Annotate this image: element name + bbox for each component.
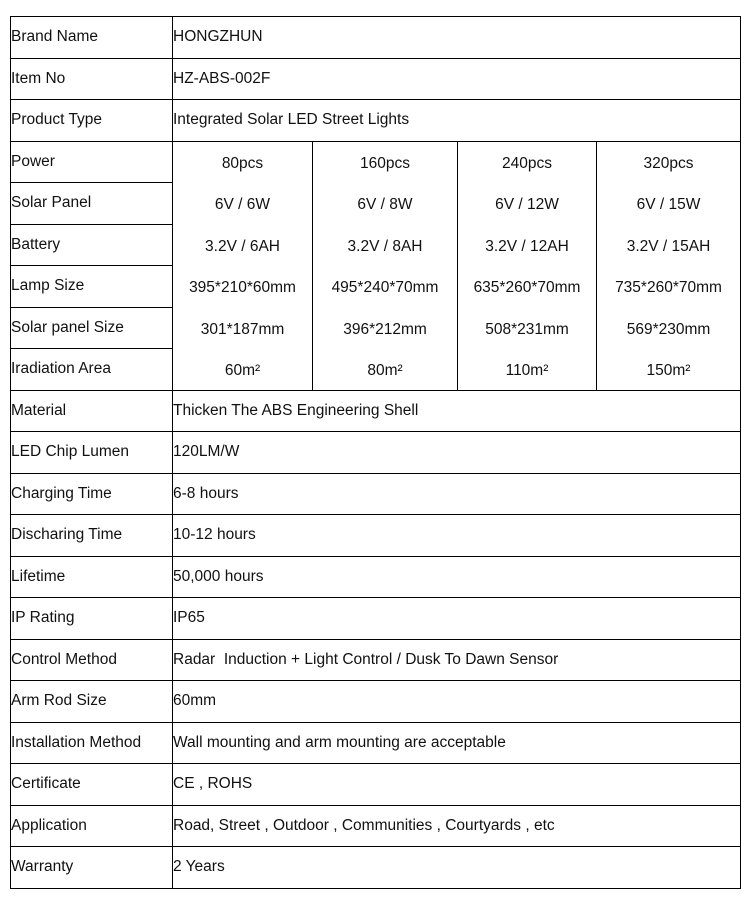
power-cell: 80pcs	[173, 141, 313, 183]
power-cell: 320pcs	[597, 141, 741, 183]
row-installation-method	[11, 722, 741, 764]
row-power	[11, 141, 741, 183]
row-charging-time	[11, 473, 741, 515]
row-label: Material	[11, 390, 173, 432]
row-label: Item No	[11, 58, 173, 100]
battery-cell: 3.2V / 15AH	[597, 224, 741, 266]
spec-table	[10, 16, 741, 889]
row-value: 10-12 hours	[173, 515, 741, 557]
iradiation-area-cell: 60m²	[173, 349, 313, 391]
row-label: Solar panel Size	[11, 307, 173, 349]
row-item-no	[11, 58, 741, 100]
row-material	[11, 390, 741, 432]
row-label: Product Type	[11, 100, 173, 142]
row-label: Certificate	[11, 764, 173, 806]
row-lamp-size	[11, 266, 741, 308]
row-control-method	[11, 639, 741, 681]
row-value: HONGZHUN	[173, 17, 741, 59]
row-label: Arm Rod Size	[11, 681, 173, 723]
row-certificate	[11, 764, 741, 806]
iradiation-area-cell: 110m²	[458, 349, 597, 391]
row-label: Installation Method	[11, 722, 173, 764]
row-label: Lamp Size	[11, 266, 173, 308]
row-value: HZ-ABS-002F	[173, 58, 741, 100]
row-label: Lifetime	[11, 556, 173, 598]
row-value: Radar Induction + Light Control / Dusk To Dawn Sensor	[173, 639, 741, 681]
row-label: Charging Time	[11, 473, 173, 515]
row-value: CE , ROHS	[173, 764, 741, 806]
row-label: IP Rating	[11, 598, 173, 640]
row-solar-panel-size	[11, 307, 741, 349]
row-warranty	[11, 847, 741, 889]
solar-panel-size-cell: 301*187mm	[173, 307, 313, 349]
row-brand-name	[11, 17, 741, 59]
lamp-size-cell: 635*260*70mm	[458, 266, 597, 308]
row-product-type	[11, 100, 741, 142]
row-value: 120LM/W	[173, 432, 741, 474]
solar-panel-size-cell: 396*212mm	[313, 307, 458, 349]
power-cell: 160pcs	[313, 141, 458, 183]
row-value: 6-8 hours	[173, 473, 741, 515]
power-cell: 240pcs	[458, 141, 597, 183]
row-label: Brand Name	[11, 17, 173, 59]
row-value: IP65	[173, 598, 741, 640]
row-led-chip-lumen	[11, 432, 741, 474]
row-discharing-time	[11, 515, 741, 557]
row-label: Control Method	[11, 639, 173, 681]
row-label: Discharing Time	[11, 515, 173, 557]
row-label: Application	[11, 805, 173, 847]
row-label: Battery	[11, 224, 173, 266]
row-label: Solar Panel	[11, 183, 173, 225]
row-value: Thicken The ABS Engineering Shell	[173, 390, 741, 432]
battery-cell: 3.2V / 12AH	[458, 224, 597, 266]
solar-panel-cell: 6V / 15W	[597, 183, 741, 225]
row-value: Wall mounting and arm mounting are acceptable	[173, 722, 741, 764]
lamp-size-cell: 495*240*70mm	[313, 266, 458, 308]
row-value: 50,000 hours	[173, 556, 741, 598]
lamp-size-cell: 735*260*70mm	[597, 266, 741, 308]
lamp-size-cell: 395*210*60mm	[173, 266, 313, 308]
solar-panel-size-cell: 569*230mm	[597, 307, 741, 349]
row-application	[11, 805, 741, 847]
row-iradiation-area	[11, 349, 741, 391]
solar-panel-cell: 6V / 12W	[458, 183, 597, 225]
iradiation-area-cell: 150m²	[597, 349, 741, 391]
row-arm-rod-size	[11, 681, 741, 723]
row-label: Power	[11, 141, 173, 183]
solar-panel-cell: 6V / 6W	[173, 183, 313, 225]
row-lifetime	[11, 556, 741, 598]
row-solar-panel	[11, 183, 741, 225]
row-battery	[11, 224, 741, 266]
row-label: Warranty	[11, 847, 173, 889]
row-label: Iradiation Area	[11, 349, 173, 391]
row-value: 60mm	[173, 681, 741, 723]
row-value: 2 Years	[173, 847, 741, 889]
battery-cell: 3.2V / 6AH	[173, 224, 313, 266]
battery-cell: 3.2V / 8AH	[313, 224, 458, 266]
row-ip-rating	[11, 598, 741, 640]
solar-panel-size-cell: 508*231mm	[458, 307, 597, 349]
row-label: LED Chip Lumen	[11, 432, 173, 474]
solar-panel-cell: 6V / 8W	[313, 183, 458, 225]
row-value: Road, Street , Outdoor , Communities , Courtyards , etc	[173, 805, 741, 847]
iradiation-area-cell: 80m²	[313, 349, 458, 391]
row-value: Integrated Solar LED Street Lights	[173, 100, 741, 142]
